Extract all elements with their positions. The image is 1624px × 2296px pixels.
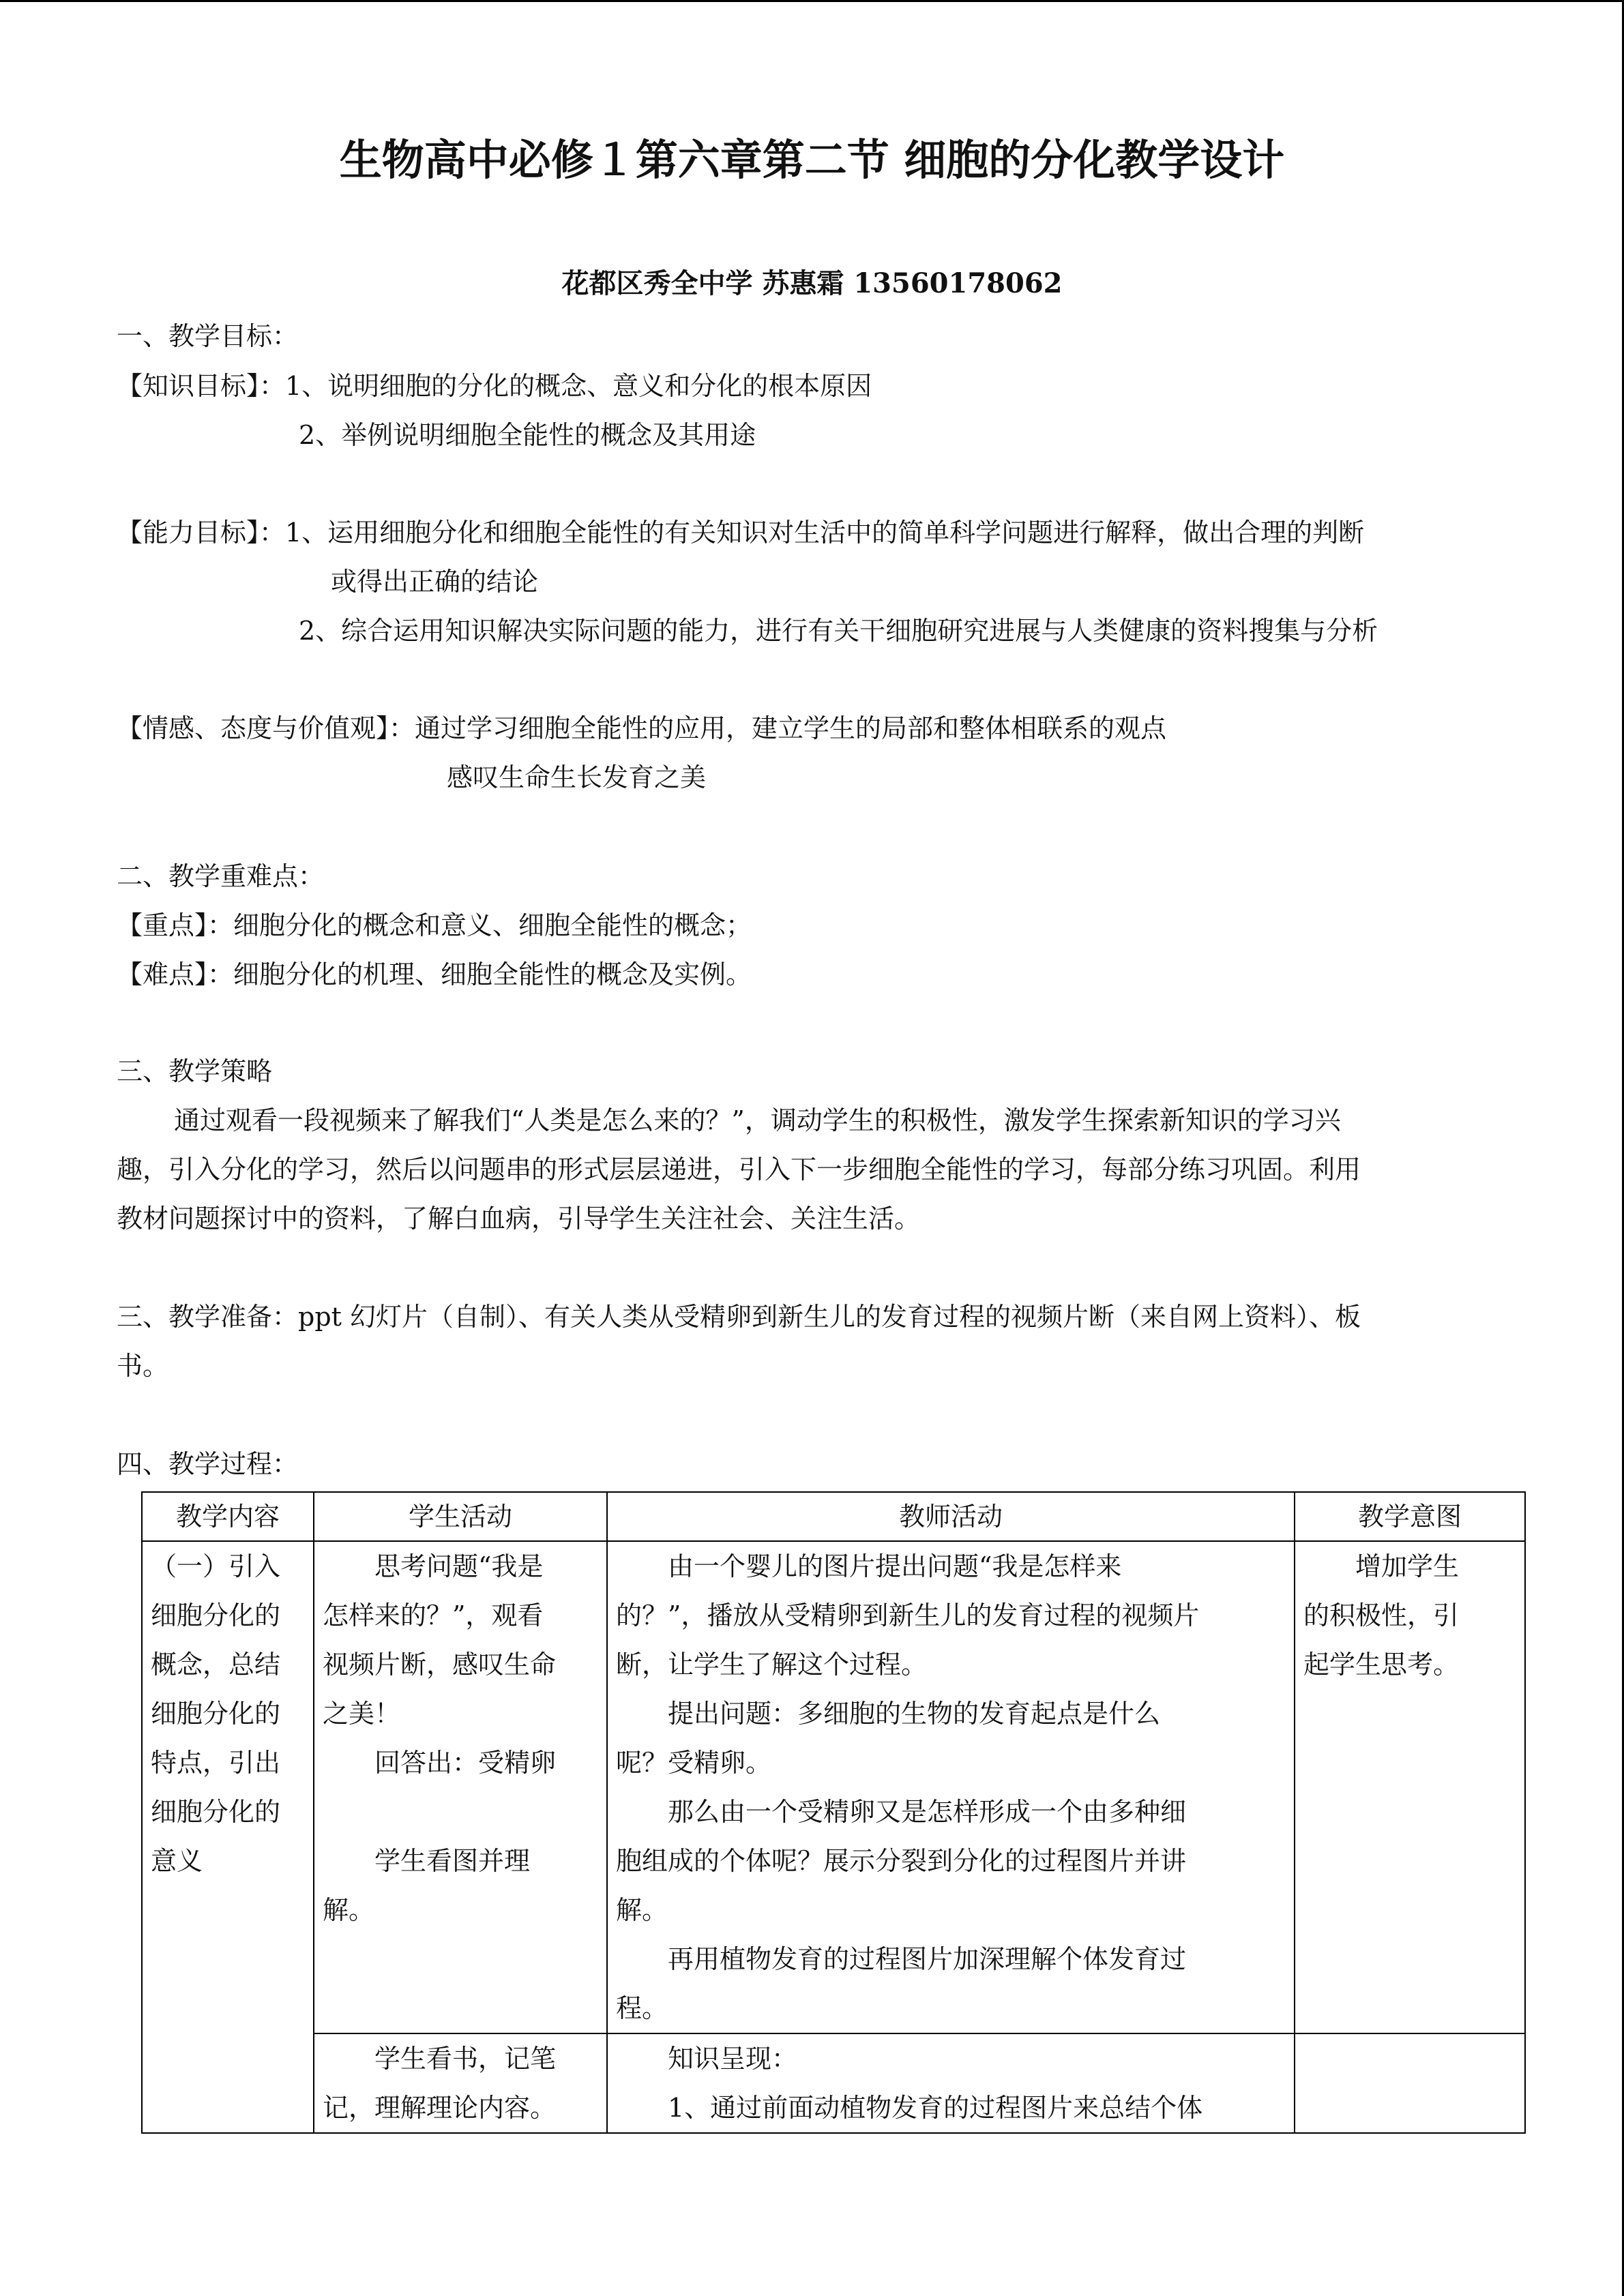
emotion-objective-2: 感叹生命生长发育之美	[447, 762, 707, 792]
cell-student-activity: 学生看书，记笔 记，理解理论内容。	[314, 2033, 607, 2133]
cell-intent: 增加学生 的积极性，引 起学生思考。	[1295, 1541, 1525, 2033]
table-row	[142, 2033, 1525, 2133]
difficult-point: 【难点】：细胞分化的机理、细胞全能性的概念及实例。	[117, 959, 752, 989]
knowledge-objective-1: 【知识目标】：1、说明细胞的分化的概念、意义和分化的根本原因	[117, 371, 872, 401]
header-intent: 教学意图	[1295, 1492, 1525, 1541]
page-border-top	[0, 0, 1624, 2]
strategy-line-3: 教材问题探讨中的资料，了解白血病，引导学生关注社会、关注生活。	[117, 1204, 921, 1234]
author-line: 花都区秀全中学 苏惠霜 13560178062	[561, 267, 1063, 299]
section-heading-process: 四、教学过程：	[117, 1449, 299, 1479]
header-student-activity: 学生活动	[314, 1492, 607, 1541]
cell-student-activity: 思考问题“我是 怎样来的？”，观看 视频片断，感叹生命 之美！ 回答出：受精卵 学生看图并理 解。	[314, 1541, 607, 2033]
header-content: 教学内容	[142, 1492, 314, 1541]
section-heading-key-points: 二、教学重难点：	[117, 861, 325, 891]
teaching-process-table	[141, 1491, 1526, 2134]
ability-objective-1-cont: 或得出正确的结论	[331, 567, 539, 597]
header-teacher-activity: 教师活动	[607, 1492, 1295, 1541]
ability-objective-2: 2、综合运用知识解决实际问题的能力，进行有关干细胞研究进展与人类健康的资料搜集与分析	[299, 616, 1378, 646]
cell-teacher-activity: 知识呈现： 1、通过前面动植物发育的过程图片来总结个体	[607, 2033, 1295, 2133]
section-heading-strategy: 三、教学策略	[117, 1056, 273, 1086]
emotion-objective-1: 【情感、态度与价值观】：通过学习细胞全能性的应用，建立学生的局部和整体相联系的观点	[117, 713, 1167, 743]
document-title: 生物高中必修１第六章第二节 细胞的分化教学设计	[339, 135, 1285, 185]
knowledge-objective-2: 2、举例说明细胞全能性的概念及其用途	[299, 420, 756, 450]
strategy-line-2: 趣，引入分化的学习，然后以问题串的形式层层递进，引入下一步细胞全能性的学习，每部分练习巩固。利用	[117, 1154, 1361, 1184]
cell-content: （一）引入 细胞分化的 概念，总结 细胞分化的 特点，引出 细胞分化的 意义	[142, 1541, 314, 2133]
key-point: 【重点】：细胞分化的概念和意义、细胞全能性的概念；	[117, 910, 752, 940]
strategy-line-1: 通过观看一段视频来了解我们“人类是怎么来的？”，调动学生的积极性，激发学生探索新知识的学习兴	[174, 1105, 1341, 1135]
cell-teacher-activity: 由一个婴儿的图片提出问题“我是怎样来 的？”，播放从受精卵到新生儿的发育过程的视频片 断，让学生了解这个过程。 提出问题：多细胞的生物的发育起点是什么 呢？受精卵。 那么由一个受精卵又是怎样形成一个由多种细 胞组成的个体呢？展示分裂到分化的过程图片并讲 解。 再用植物发育的过程图片加深理解个体发育过 程。	[607, 1541, 1295, 2033]
cell-intent	[1295, 2033, 1525, 2133]
table-header-row	[142, 1492, 1525, 1541]
section-heading-objectives: 一、教学目标：	[117, 321, 299, 351]
ability-objective-1: 【能力目标】：1、运用细胞分化和细胞全能性的有关知识对生活中的简单科学问题进行解释，做出合理的判断	[117, 518, 1365, 548]
preparation-line-1: 三、教学准备：ppt 幻灯片（自制）、有关人类从受精卵到新生儿的发育过程的视频片断（来自网上资料）、板	[117, 1302, 1361, 1332]
table-row	[142, 1541, 1525, 2033]
preparation-line-2: 书。	[117, 1351, 169, 1381]
